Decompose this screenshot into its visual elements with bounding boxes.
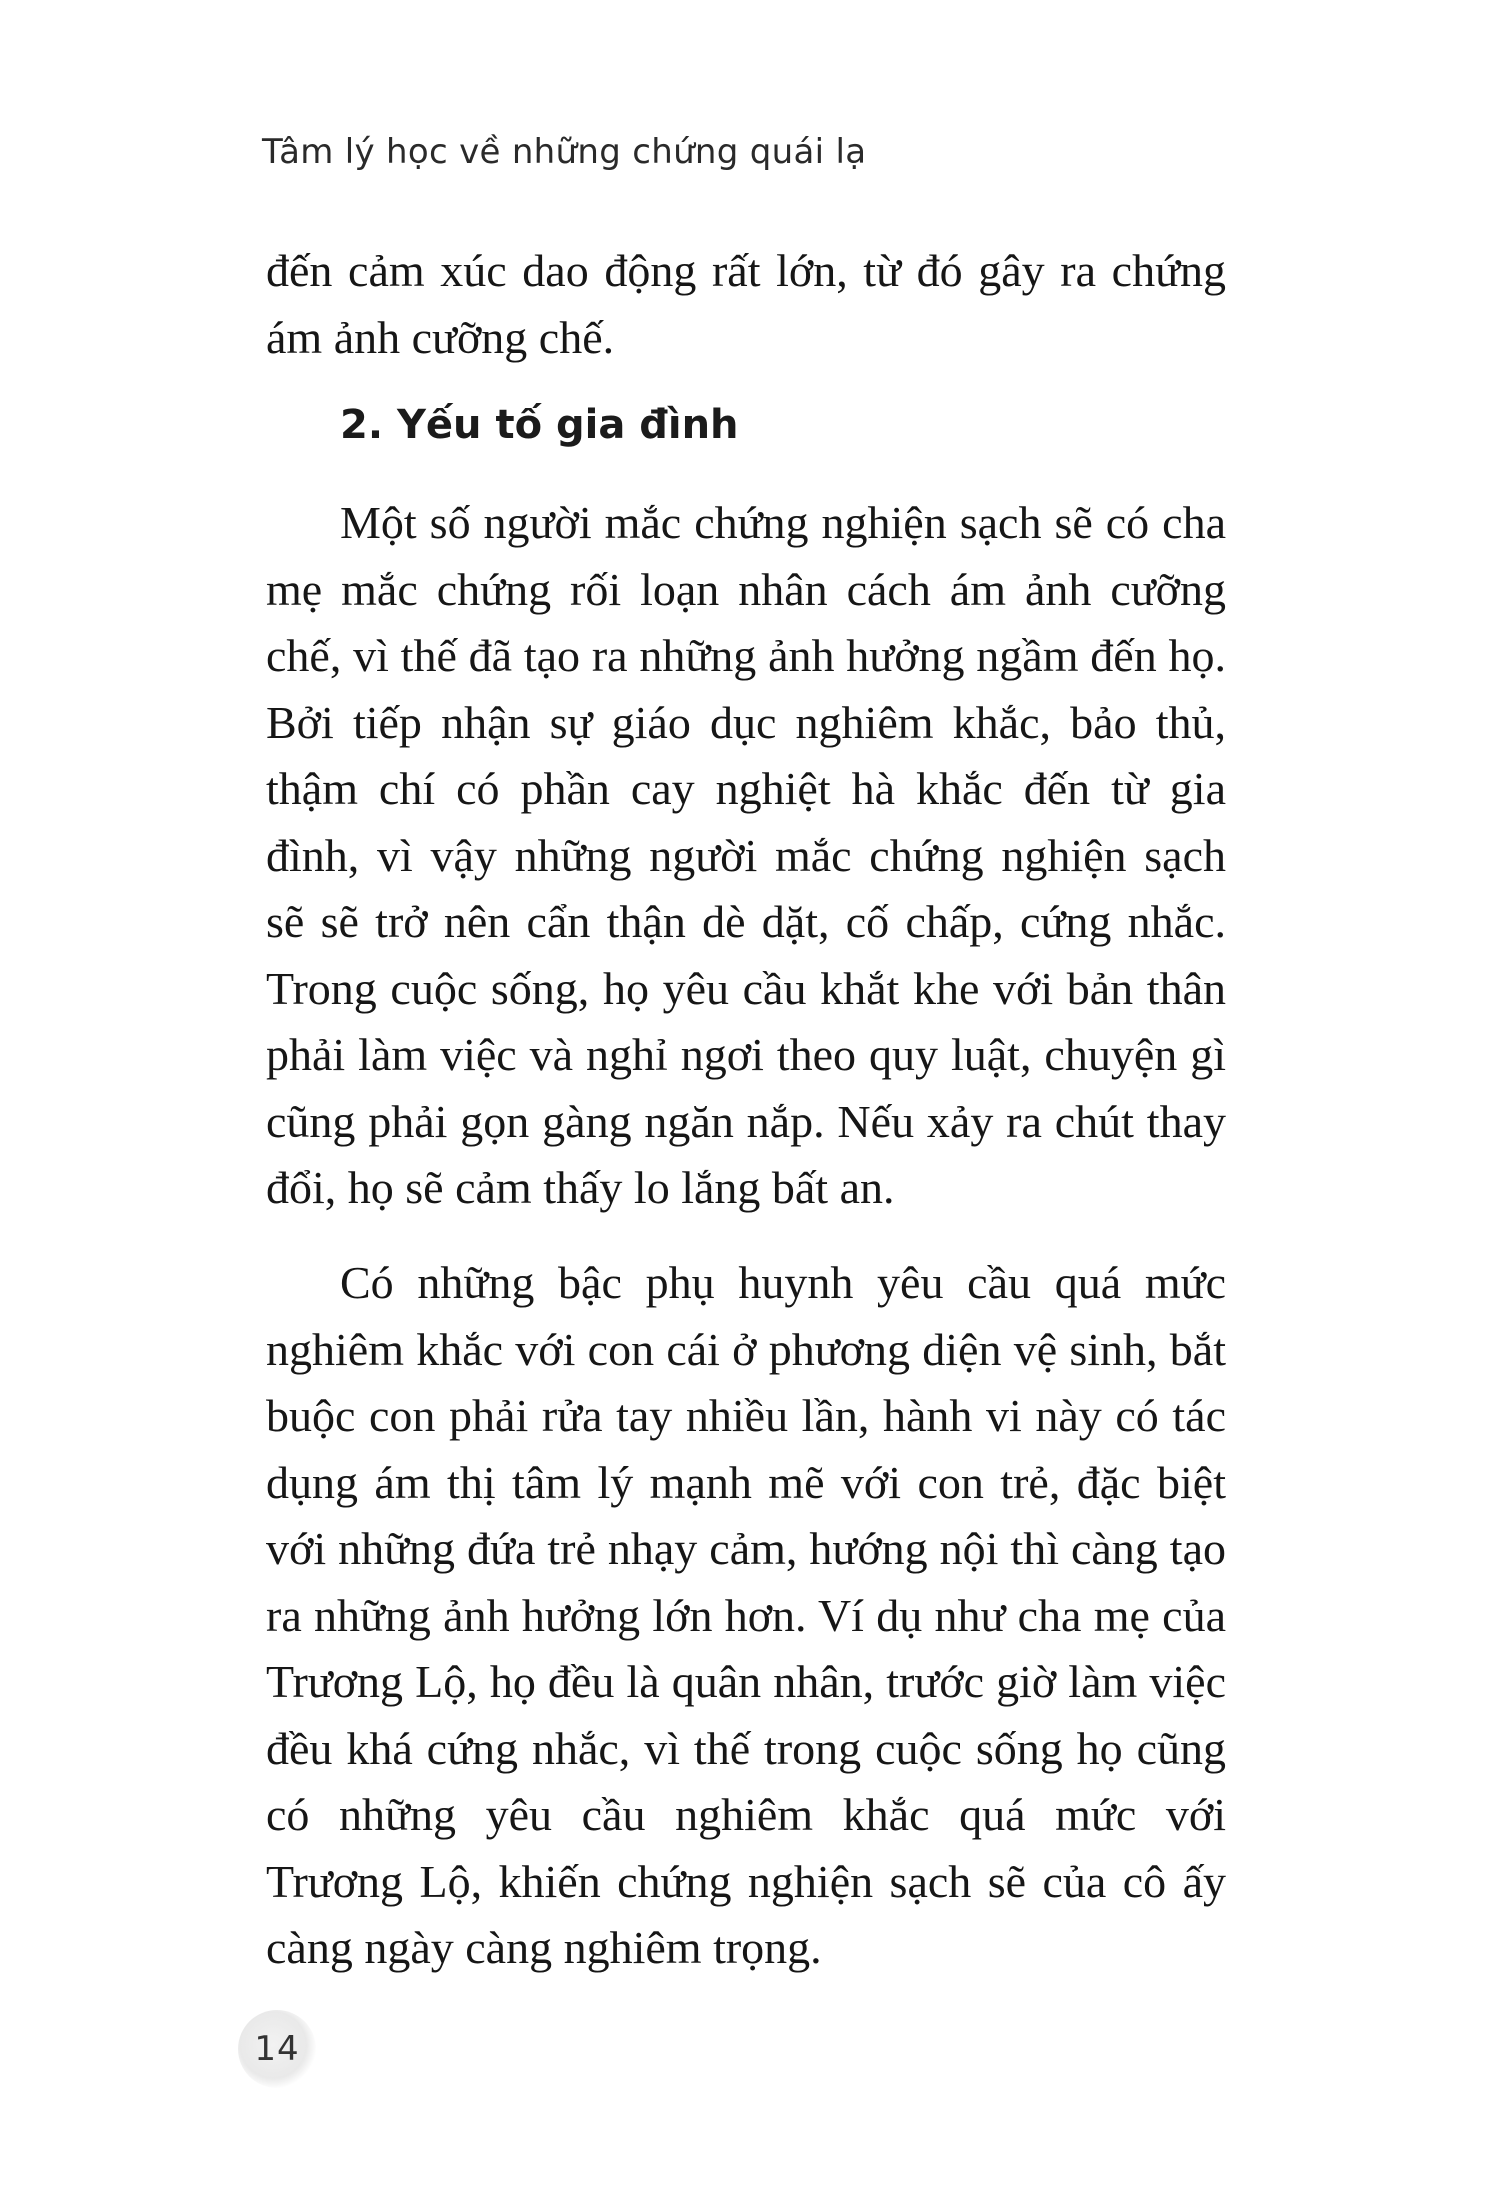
- paragraph-1: [266, 490, 1226, 1222]
- page-number-badge: [238, 2010, 316, 2088]
- section-heading: 2. Yếu tố gia đình: [340, 402, 739, 448]
- page-number: 14: [254, 2029, 300, 2069]
- paragraph-text: Có những bậc phụ huynh yêu cầu quá mức nghiêm khắc với con cái ở phương diện vệ sinh, bắt buộc con phải rửa tay nhiều lần, hành vi này có tác dụng ám thị tâm lý mạnh mẽ với con trẻ, đặc biệt với những đứa trẻ nhạy cảm, hướng nội thì càng tạo ra những ảnh hưởng lớn hơn. Ví dụ như cha mẹ của Trương Lộ, họ đều là quân nhân, trước giờ làm việc đều khá cứng nhắc, vì thế trong cuộc sống họ cũng có những yêu cầu nghiêm khắc quá mức với Trương Lộ, khiến chứng nghiện sạch sẽ của cô ấy càng ngày càng nghiêm trọng.: [266, 1257, 1226, 1973]
- paragraph-2: [266, 1250, 1226, 1982]
- intro-paragraph: [266, 238, 1226, 371]
- running-header-title: Tâm lý học về những chứng quái lạ: [262, 132, 867, 172]
- paragraph-text: Một số người mắc chứng nghiện sạch sẽ có cha mẹ mắc chứng rối loạn nhân cách ám ảnh cưỡng chế, vì thế đã tạo ra những ảnh hưởng ngầm đến họ. Bởi tiếp nhận sự giáo dục nghiêm khắc, bảo thủ, thậm chí có phần cay nghiệt hà khắc đến từ gia đình, vì vậy những người mắc chứng nghiện sạch sẽ sẽ trở nên cẩn thận dè dặt, cố chấp, cứng nhắc. Trong cuộc sống, họ yêu cầu khắt khe với bản thân phải làm việc và nghỉ ngơi theo quy luật, chuyện gì cũng phải gọn gàng ngăn nắp. Nếu xảy ra chút thay đổi, họ sẽ cảm thấy lo lắng bất an.: [266, 497, 1226, 1213]
- intro-text: đến cảm xúc dao động rất lớn, từ đó gây ra chứng ám ảnh cưỡng chế.: [266, 245, 1226, 363]
